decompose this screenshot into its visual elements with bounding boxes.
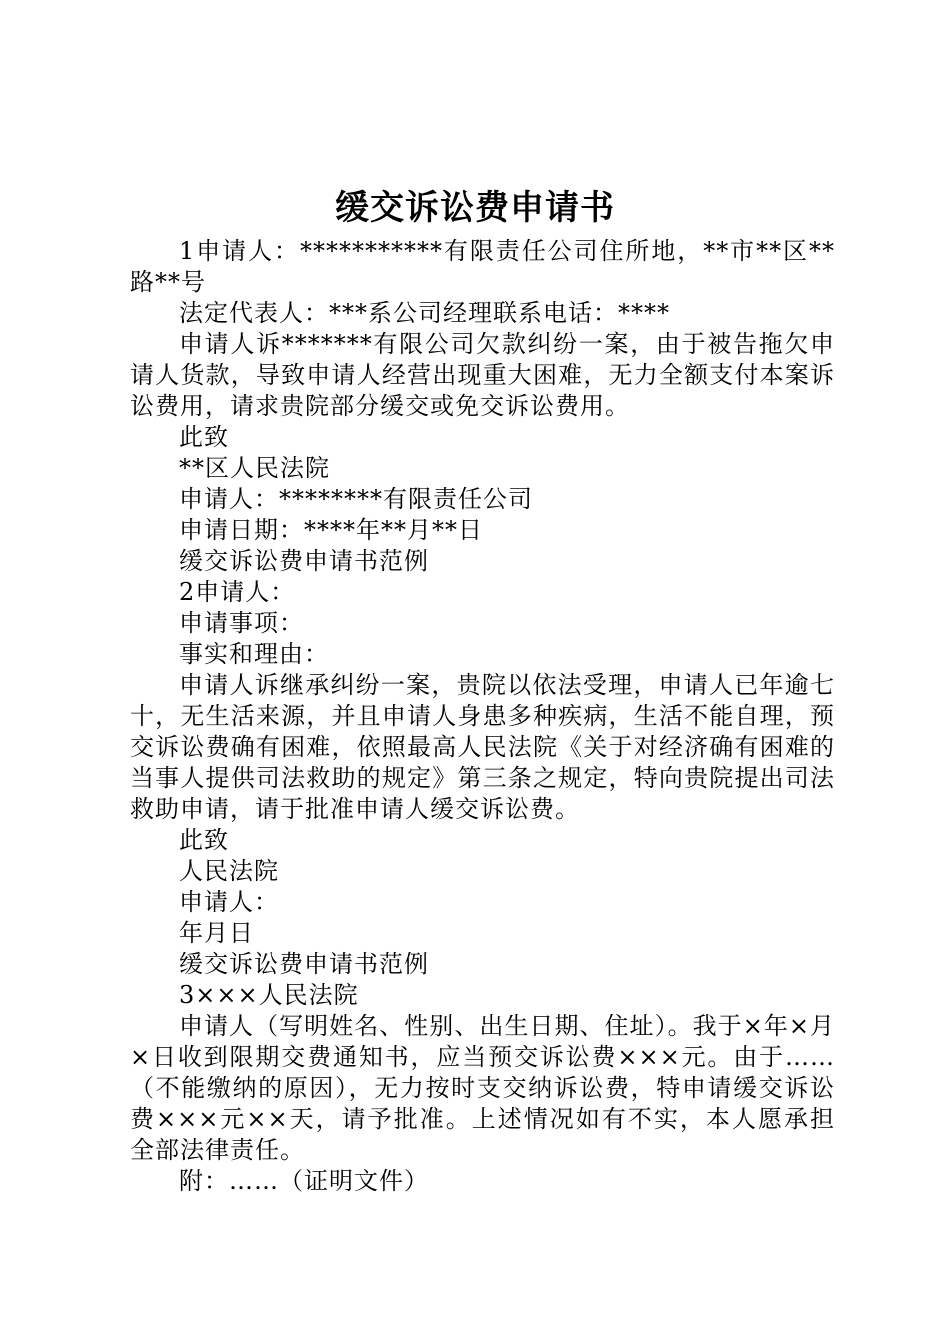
document-title: 缓交诉讼费申请书 xyxy=(335,188,615,228)
paragraph-request-items: 申请事项： xyxy=(179,609,304,637)
document-body xyxy=(130,236,835,1197)
paragraph-court-1: **区人民法院 xyxy=(179,454,330,482)
paragraph-request-1: 申请人诉*******有限公司欠款纠纷一案，由于被告拖欠申请人货款，导致申请人经营出现重大困难，无力全额支付本案诉讼费用，请求贵院部分缓交或免交诉讼费用。 xyxy=(130,330,835,420)
paragraph-salutation-1: 此致 xyxy=(179,423,229,451)
paragraph-signature-1: 申请人：********有限责任公司 xyxy=(179,485,533,513)
paragraph-date-1: 申请日期：****年**月**日 xyxy=(179,516,483,544)
paragraph-legal-representative: 法定代表人：***系公司经理联系电话：**** xyxy=(179,299,670,327)
paragraph-applicant-2: 2申请人： xyxy=(179,578,296,606)
paragraph-attachment: 附：……（证明文件） xyxy=(179,1167,429,1195)
paragraph-court-2: 人民法院 xyxy=(179,857,279,885)
paragraph-section-heading-3: 缓交诉讼费申请书范例 xyxy=(179,950,429,978)
paragraph-request-3: 申请人（写明姓名、性别、出生日期、住址）。我于×年×月×日收到限期交费通知书，应当预交诉讼费×××元。由于……（不能缴纳的原因），无力按时支交纳诉讼费，特申请缓交诉讼费×××元××天，请予批准。上述情况如有不实，本人愿承担全部法律责任。 xyxy=(130,1012,835,1164)
paragraph-signature-2: 申请人： xyxy=(179,888,279,916)
paragraph-date-2: 年月日 xyxy=(179,919,254,947)
paragraph-salutation-2: 此致 xyxy=(179,826,229,854)
paragraph-section-heading-2: 缓交诉讼费申请书范例 xyxy=(179,547,429,575)
paragraph-applicant-1: 1申请人：***********有限责任公司住所地，**市**区**路**号 xyxy=(130,237,835,296)
paragraph-facts: 申请人诉继承纠纷一案，贵院以依法受理，申请人已年逾七十，无生活来源，并且申请人身患多种疾病，生活不能自理，预交诉讼费确有困难，依照最高人民法院《关于对经济确有困难的当事人提供司法救助的规定》第三条之规定，特向贵院提出司法救助申请，请于批准申请人缓交诉讼费。 xyxy=(130,671,835,823)
paragraph-court-3: 3×××人民法院 xyxy=(179,981,359,1009)
paragraph-facts-heading: 事实和理由： xyxy=(179,640,329,668)
